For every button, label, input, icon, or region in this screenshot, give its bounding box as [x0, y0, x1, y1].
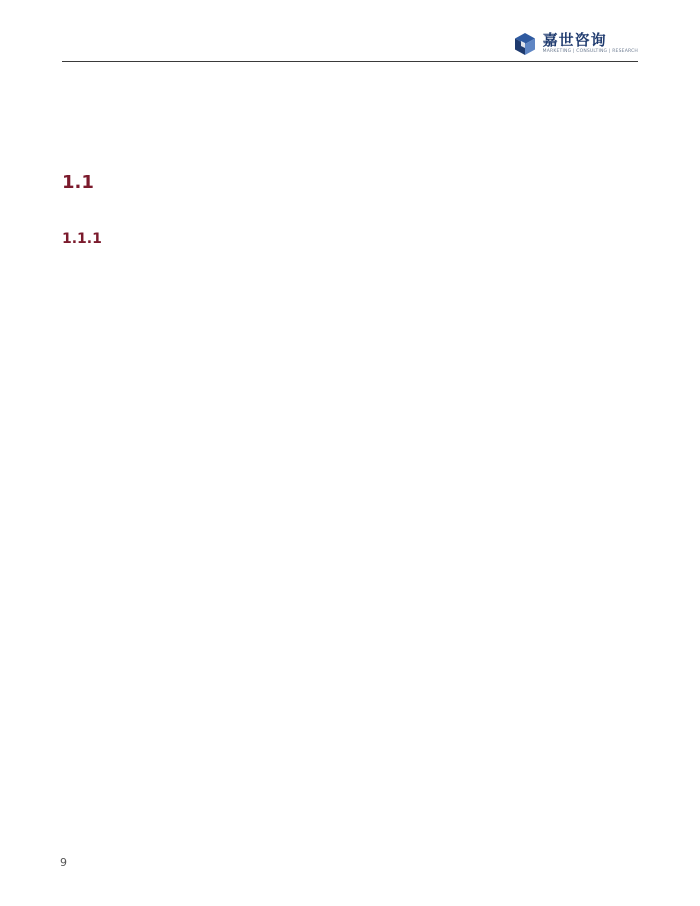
- subsection-title: 1.1.1: [62, 231, 102, 247]
- header-divider: [62, 61, 638, 62]
- page-number: 9: [60, 856, 67, 869]
- page-header: [62, 20, 638, 62]
- cube-logo-icon: [513, 32, 537, 56]
- company-logo: [513, 29, 638, 59]
- section-title: 1.1: [62, 172, 94, 193]
- logo-tagline: MARKETING | CONSULTING | RESEARCH: [542, 49, 638, 55]
- logo-name: 嘉世咨询: [542, 31, 607, 50]
